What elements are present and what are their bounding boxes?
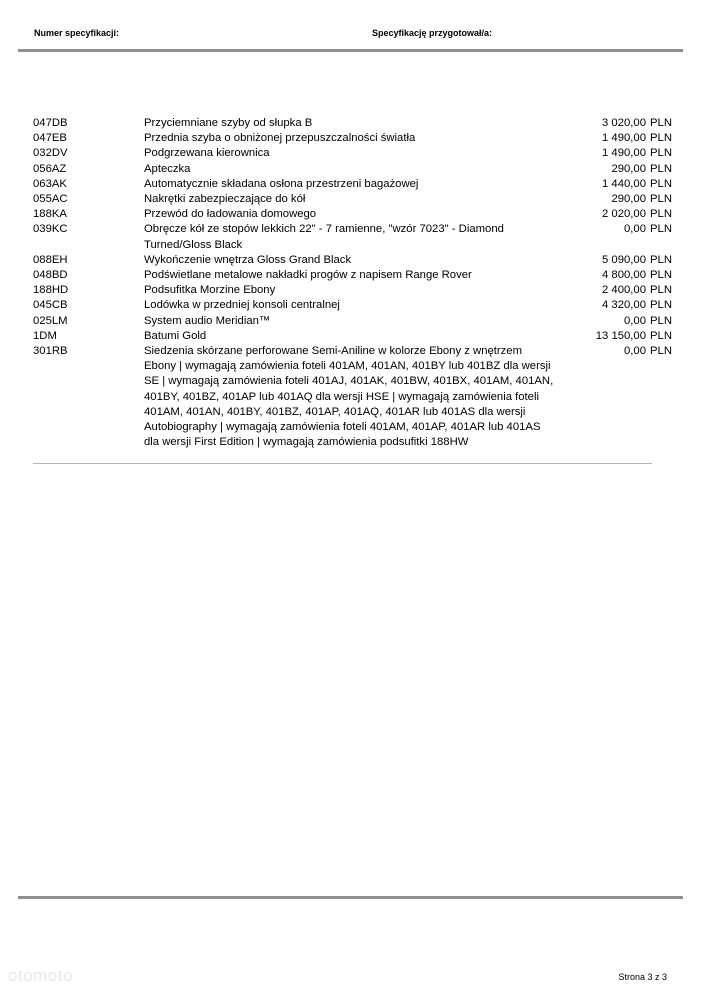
option-code: 039KC [33, 223, 68, 236]
option-description: Podświetlane metalowe nakładki progów z napisem Range Rover [144, 269, 472, 282]
option-code: 188HD [33, 284, 69, 297]
option-code: 188KA [33, 208, 67, 221]
option-description: Podsufitka Morzine Ebony [144, 284, 276, 297]
option-description: Obręcze kół ze stopów lekkich 22" - 7 ramienne, "wzór 7023" - Diamond Turned/Gloss Black [144, 223, 504, 251]
option-description: System audio Meridian™ [144, 314, 271, 327]
option-currency: PLN [650, 193, 672, 206]
option-currency: PLN [650, 208, 672, 221]
table-row [33, 253, 672, 268]
page-number: Strona 3 z 3 [618, 972, 667, 982]
option-code: 301RB [33, 345, 68, 358]
option-price: 1 490,00 [602, 132, 646, 145]
option-code: 1DM [33, 329, 57, 342]
option-currency: PLN [650, 269, 672, 282]
table-row [33, 192, 672, 207]
option-code: 045CB [33, 299, 68, 312]
option-currency: PLN [650, 162, 672, 175]
table-row [33, 177, 672, 192]
option-description: Przyciemniane szyby od słupka B [144, 117, 313, 129]
option-code: 063AK [33, 177, 67, 190]
option-price: 0,00 [624, 223, 646, 236]
option-currency: PLN [650, 329, 672, 342]
option-price: 4 320,00 [602, 299, 646, 312]
option-currency: PLN [650, 223, 672, 236]
option-description: Przednia szyba o obniżonej przepuszczalności światła [144, 132, 416, 145]
table-row [33, 131, 672, 146]
option-description: Lodówka w przedniej konsoli centralnej [144, 299, 340, 312]
table-row [33, 268, 672, 283]
table-row [33, 344, 672, 450]
option-code: 025LM [33, 314, 68, 327]
option-currency: PLN [650, 253, 672, 266]
spec-number-label: Numer specyfikacji: [34, 28, 120, 38]
option-price: 1 490,00 [602, 147, 646, 160]
option-price: 4 800,00 [602, 269, 646, 282]
table-end-divider [33, 463, 652, 464]
option-description: Podgrzewana kierownica [144, 147, 270, 160]
table-row [33, 207, 672, 222]
option-description: Przewód do ładowania domowego [144, 208, 317, 221]
table-row [33, 116, 672, 131]
option-description: Nakrętki zabezpieczające do kół [144, 193, 306, 206]
option-code: 047EB [33, 132, 67, 145]
table-row [33, 222, 672, 252]
option-code: 055AC [33, 193, 68, 206]
option-currency: PLN [650, 132, 672, 145]
watermark-logo: otomoto [8, 966, 73, 985]
table-row [33, 329, 672, 344]
option-description: Apteczka [144, 162, 191, 175]
option-code: 056AZ [33, 162, 67, 175]
option-description: Batumi Gold [144, 329, 207, 342]
option-currency: PLN [650, 177, 672, 190]
option-description: Wykończenie wnętrza Gloss Grand Black [144, 253, 352, 266]
option-price: 3 020,00 [602, 117, 646, 129]
option-code: 088EH [33, 253, 68, 266]
spec-options-table [33, 116, 672, 450]
option-currency: PLN [650, 284, 672, 297]
option-price: 0,00 [624, 345, 646, 358]
option-price: 290,00 [611, 162, 646, 175]
table-row [33, 298, 672, 313]
table-row [33, 314, 672, 329]
option-currency: PLN [650, 147, 672, 160]
option-description: Siedzenia skórzane perforowane Semi-Aniline w kolorze Ebony z wnętrzem Ebony | wymagają zamówienia foteli 401AM, 401AN, 401BY lub 401BZ dla wersji SE | wymagają zamówienia foteli 401AJ, 401AK, 401BW, 401BX, 401AM, 401AN, 401BY, 401BZ, 401AP lub 401AQ dla wersji HSE | wymagają zamówienia foteli 401AM, 401AN, 401BY, 401BZ, 401AP, 401AQ, 401AR lub 401AS dla wersji Autobiography | wymagają zamówienia foteli 401AM, 401AP, 401AR lub 401AS dla wersji First Edition | wymagają zamówienia podsufitki 188HW [144, 345, 554, 449]
option-price: 0,00 [624, 314, 646, 327]
table-row [33, 162, 672, 177]
footer-divider [18, 896, 683, 899]
option-currency: PLN [650, 314, 672, 327]
option-price: 2 020,00 [602, 208, 646, 221]
option-price: 2 400,00 [602, 284, 646, 297]
option-currency: PLN [650, 117, 672, 129]
option-price: 13 150,00 [595, 329, 646, 342]
table-row [33, 146, 672, 161]
option-description: Automatycznie składana osłona przestrzeni bagażowej [144, 177, 419, 190]
option-currency: PLN [650, 345, 672, 358]
option-price: 5 090,00 [602, 253, 646, 266]
table-row [33, 283, 672, 298]
header-divider [18, 49, 683, 52]
option-code: 048BD [33, 269, 68, 282]
option-price: 1 440,00 [602, 177, 646, 190]
prepared-by-label: Specyfikację przygotował/a: [372, 28, 493, 38]
option-price: 290,00 [611, 193, 646, 206]
option-code: 047DB [33, 117, 68, 129]
option-code: 032DV [33, 147, 68, 160]
option-currency: PLN [650, 299, 672, 312]
